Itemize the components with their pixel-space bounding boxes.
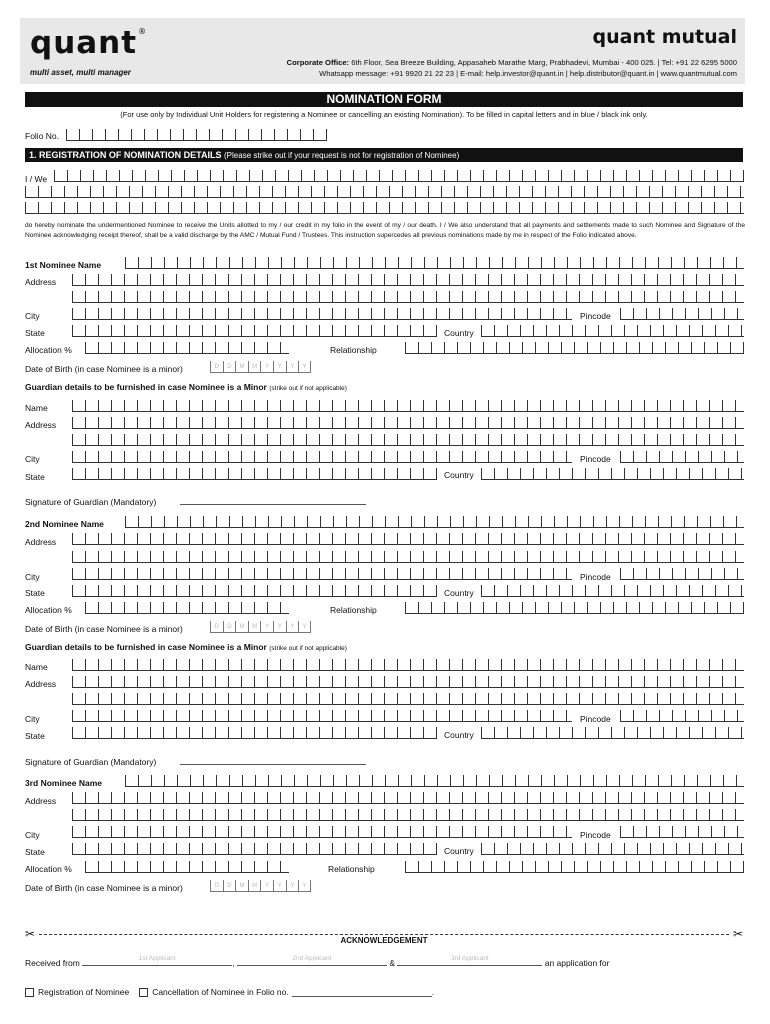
guardian1-signature-label: Signature of Guardian (Mandatory) — [25, 497, 157, 507]
applicant1-field[interactable] — [82, 955, 235, 968]
guardian2-signature-label: Signature of Guardian (Mandatory) — [25, 757, 157, 767]
office-details — [287, 57, 737, 79]
dob-y1[interactable]: Y — [260, 880, 273, 891]
section1-title: 1. REGISTRATION OF NOMINATION DETAILS — [29, 150, 222, 160]
dob-m2[interactable]: M — [248, 361, 261, 372]
period: . — [431, 987, 435, 997]
nominee1-allocation-input[interactable] — [85, 342, 289, 354]
brand-name: quant mutual — [592, 26, 737, 48]
dob-y4[interactable]: Y — [298, 361, 311, 372]
cancellation-checkbox[interactable] — [139, 988, 148, 997]
tagline: multi asset, multi manager — [30, 68, 131, 77]
guardian2-country-label: Country — [444, 730, 474, 740]
dob-y3[interactable]: Y — [286, 361, 299, 372]
nominee3-city-label: City — [25, 830, 40, 840]
guardian2-name-input[interactable] — [72, 659, 744, 671]
received-from-label: Received from — [25, 958, 80, 968]
folio-label: Folio No. — [25, 131, 60, 141]
guardian1-title — [25, 382, 347, 392]
scissors-icon-right: ✂ — [732, 927, 743, 941]
guardian2-name-label: Name — [25, 662, 48, 672]
dob-m2[interactable]: M — [248, 621, 261, 632]
dob-d1[interactable]: D — [210, 621, 223, 632]
iwe-label: I / We — [25, 174, 48, 184]
nominee3-country-label: Country — [444, 846, 474, 856]
nominee1-dob-input[interactable] — [210, 361, 311, 373]
nominee1-country-input[interactable] — [481, 325, 744, 337]
nominee1-state-label: State — [25, 328, 45, 338]
nominee3-address-line1[interactable] — [72, 792, 744, 804]
guardian1-address-line1[interactable] — [72, 417, 744, 429]
dob-y3[interactable]: Y — [286, 621, 299, 632]
registered-mark: ® — [138, 27, 148, 36]
nominee1-country-label: Country — [444, 328, 474, 338]
dob-m1[interactable]: M — [235, 880, 248, 891]
dob-m1[interactable]: M — [235, 621, 248, 632]
guardian2-state-label: State — [25, 731, 45, 741]
nominee2-allocation-input[interactable] — [85, 602, 289, 614]
nominee3-name-label: 3rd Nominee Name — [25, 778, 102, 788]
guardian1-city-label: City — [25, 454, 40, 464]
guardian2-city-label: City — [25, 714, 40, 724]
guardian1-state-input[interactable] — [72, 468, 437, 480]
nominee3-allocation-label: Allocation % — [25, 864, 72, 874]
dob-y2[interactable]: Y — [273, 880, 286, 891]
nominee3-country-input[interactable] — [481, 843, 744, 855]
guardian1-pincode-input[interactable] — [620, 451, 744, 463]
registration-checkbox[interactable] — [25, 988, 34, 997]
dob-y1[interactable]: Y — [260, 621, 273, 632]
office-address: 6th Floor, Sea Breeze Building, Appasaheb Marathe Marg, Prabhadevi, Mumbai - 400 025. | Tel: +91 22 6295 5000 — [351, 58, 737, 67]
guardian1-signature-line[interactable] — [180, 497, 366, 505]
guardian1-address-label: Address — [25, 420, 57, 430]
nominee2-pincode-input[interactable] — [620, 568, 744, 580]
iwe-input-line1[interactable] — [54, 170, 744, 182]
nominee2-relationship-label: Relationship — [330, 605, 377, 615]
dob-d2[interactable]: D — [223, 621, 236, 632]
guardian2-note: (strike out if not applicable) — [269, 645, 347, 652]
nominee1-address-line1[interactable] — [72, 274, 744, 286]
nominee1-name-input[interactable] — [125, 257, 744, 269]
guardian2-pincode-label: Pincode — [580, 714, 611, 724]
dob-y4[interactable]: Y — [298, 880, 311, 891]
form-title: NOMINATION FORM — [25, 92, 743, 107]
nominee1-dob-label: Date of Birth (in case Nominee is a minor) — [25, 364, 183, 374]
guardian2-signature-line[interactable] — [180, 757, 366, 765]
dob-d2[interactable]: D — [223, 880, 236, 891]
dob-y3[interactable]: Y — [286, 880, 299, 891]
declaration-text: do hereby nominate the undermentioned Nominee to receive the Units allotted to my / our credit in my folio in the event of my / our death. I / We also understand that all payments and settlements made to such Nominee and Signature of the Nominee acknowledging receipt thereof, shall be a valid discharge by the AMC / Mutual Fund / Trustees. This instruction supercedes all previous nominations made by me in respect of the Folio indicated above. — [25, 222, 745, 239]
dob-y2[interactable]: Y — [273, 621, 286, 632]
iwe-input-line3[interactable] — [25, 202, 744, 214]
applicant3-field[interactable] — [397, 957, 542, 966]
guardian2-address-line1[interactable] — [72, 676, 744, 688]
office-label: Corporate Office: — [286, 58, 350, 67]
nominee2-relationship-input[interactable] — [405, 602, 744, 614]
nominee2-pincode-label: Pincode — [580, 572, 611, 582]
nominee3-city-input[interactable] — [72, 826, 572, 838]
nominee1-address-line2[interactable] — [72, 291, 744, 303]
nominee3-pincode-input[interactable] — [620, 826, 744, 838]
dob-y4[interactable]: Y — [298, 621, 311, 632]
dob-y2[interactable]: Y — [273, 361, 286, 372]
section1-header — [25, 148, 743, 162]
received-from-row — [25, 957, 609, 968]
nominee2-dob-label: Date of Birth (in case Nominee is a minor) — [25, 624, 183, 634]
logo-text: quant — [30, 25, 138, 61]
guardian1-country-label: Country — [444, 470, 474, 480]
nominee3-pincode-label: Pincode — [580, 830, 611, 840]
dob-d2[interactable]: D — [223, 361, 236, 372]
cancellation-folio-field[interactable] — [292, 987, 435, 997]
guardian1-country-input[interactable] — [481, 468, 744, 480]
guardian2-address-line2[interactable] — [72, 693, 744, 705]
ampersand: & — [389, 958, 395, 968]
nominee2-address-line1[interactable] — [72, 533, 744, 545]
guardian1-pincode-label: Pincode — [580, 454, 611, 464]
folio-input[interactable] — [66, 129, 327, 141]
comma-separator: , — [232, 958, 235, 968]
nominee2-state-input[interactable] — [72, 585, 437, 597]
guardian2-title — [25, 642, 347, 652]
nominee3-state-label: State — [25, 847, 45, 857]
guardian1-name-input[interactable] — [72, 400, 744, 412]
applicant2-field[interactable] — [237, 957, 387, 966]
nominee1-pincode-label: Pincode — [580, 311, 611, 321]
guardian1-title-text: Guardian details to be furnished in case Nominee is a Minor — [25, 382, 267, 392]
nominee1-city-label: City — [25, 311, 40, 321]
nominee3-state-input[interactable] — [72, 843, 437, 855]
applicant2-hint: 2nd Applicant — [292, 955, 332, 962]
nominee2-country-label: Country — [444, 588, 474, 598]
dob-d1[interactable]: D — [210, 361, 223, 372]
guardian1-city-input[interactable] — [72, 451, 572, 463]
nominee2-city-label: City — [25, 572, 40, 582]
dob-d1[interactable]: D — [210, 880, 223, 891]
guardian2-address-label: Address — [25, 679, 57, 689]
guardian2-title-text: Guardian details to be furnished in case Nominee is a Minor — [25, 642, 267, 652]
guardian1-state-label: State — [25, 472, 45, 482]
guardian2-country-input[interactable] — [481, 727, 744, 739]
guardian2-state-input[interactable] — [72, 727, 437, 739]
registration-label: Registration of Nominee — [38, 987, 130, 997]
applicant3-hint: 3rd Applicant — [451, 955, 489, 962]
header-banner — [20, 18, 745, 84]
nominee3-allocation-input[interactable] — [85, 861, 289, 873]
dob-m2[interactable]: M — [248, 880, 261, 891]
nominee2-address-line2[interactable] — [72, 551, 744, 563]
nominee1-name-label: 1st Nominee Name — [25, 260, 102, 270]
office-contact: Whatsapp message: +91 9920 21 22 23 | E-mail: help.investor@quant.in | help.distributor@quant.in | www.quantmutual.com — [319, 69, 737, 78]
application-for-text: an application for — [544, 958, 610, 968]
nominee1-relationship-input[interactable] — [405, 342, 744, 354]
form-subtitle: (For use only by Individual Unit Holders for registering a Nominee or cancelling an existing Nomination). To be filled in capital letters and in blue / black ink only. — [120, 110, 648, 119]
nominee1-state-input[interactable] — [72, 325, 437, 337]
guardian1-note: (strike out if not applicable) — [269, 385, 347, 392]
guardian1-name-label: Name — [25, 403, 48, 413]
nominee1-city-input[interactable] — [72, 308, 572, 320]
nominee2-city-input[interactable] — [72, 568, 572, 580]
nominee2-address-label: Address — [25, 537, 57, 547]
cancellation-label: Cancellation of Nominee in Folio no. — [152, 987, 289, 997]
nominee3-name-input[interactable] — [125, 775, 744, 787]
nominee2-dob-input[interactable] — [210, 621, 311, 633]
dob-y1[interactable]: Y — [260, 361, 273, 372]
nominee3-address-line2[interactable] — [72, 809, 744, 821]
nominee1-allocation-label: Allocation % — [25, 345, 72, 355]
nominee1-address-label: Address — [25, 277, 57, 287]
nominee2-state-label: State — [25, 588, 45, 598]
cut-dash — [39, 934, 729, 935]
nominee2-country-input[interactable] — [481, 585, 744, 597]
nominee3-relationship-label: Relationship — [328, 864, 375, 874]
nominee1-relationship-label: Relationship — [330, 345, 377, 355]
nominee3-relationship-input[interactable] — [405, 861, 744, 873]
applicant1-hint: 1st Applicant — [138, 955, 176, 962]
guardian2-pincode-input[interactable] — [620, 710, 744, 722]
acknowledgement-options — [25, 987, 434, 997]
nominee1-pincode-input[interactable] — [620, 308, 744, 320]
nominee2-allocation-label: Allocation % — [25, 605, 72, 615]
quant-logo — [30, 25, 148, 61]
guardian1-address-line2[interactable] — [72, 434, 744, 446]
nominee3-dob-label: Date of Birth (in case Nominee is a minor) — [25, 883, 183, 893]
dob-m1[interactable]: M — [235, 361, 248, 372]
scissors-icon-left: ✂ — [25, 927, 36, 941]
iwe-input-line2[interactable] — [25, 186, 744, 198]
nominee3-dob-input[interactable] — [210, 880, 311, 892]
guardian2-city-input[interactable] — [72, 710, 572, 722]
acknowledgement-title: ACKNOWLEDGEMENT — [340, 936, 428, 945]
nominee2-name-input[interactable] — [125, 516, 744, 528]
section1-note: (Please strike out if your request is not for registration of Nominee) — [224, 151, 460, 160]
nominee2-name-label: 2nd Nominee Name — [25, 519, 104, 529]
nominee3-address-label: Address — [25, 796, 57, 806]
